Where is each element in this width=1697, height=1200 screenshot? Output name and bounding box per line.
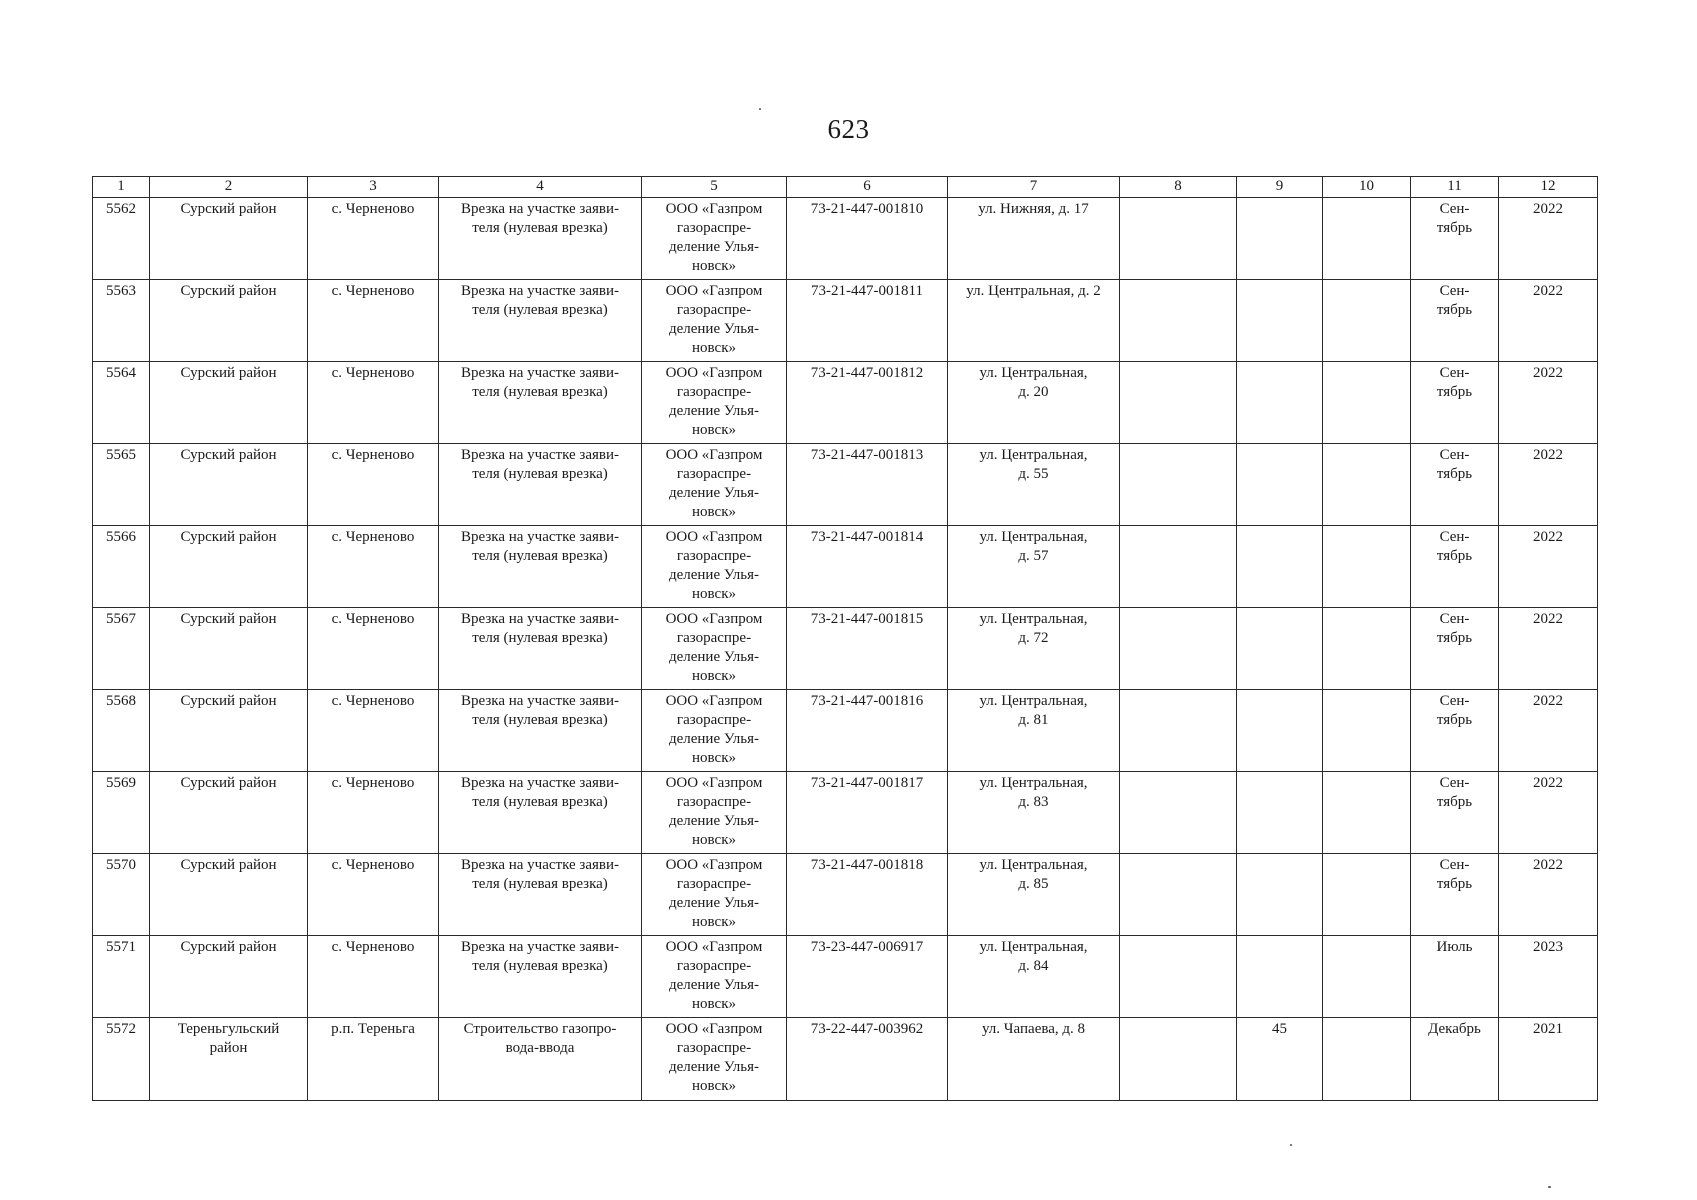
column-header: 2 [150,177,308,198]
row-number: 5569 [93,772,150,854]
address-cell: ул. Центральная, д. 72 [948,608,1120,690]
table-row [93,608,1598,690]
year-cell: 2022 [1499,362,1598,444]
row-number: 5568 [93,690,150,772]
settlement-cell: с. Черненово [308,526,439,608]
column-header: 12 [1499,177,1598,198]
settlement-cell: с. Черненово [308,280,439,362]
district-cell: Сурский район [150,690,308,772]
register-table [92,176,1598,1101]
table-row [93,198,1598,280]
month-cell: Сен- тябрь [1411,280,1499,362]
year-cell: 2023 [1499,936,1598,1018]
work-type-cell: Врезка на участке заяви- теля (нулевая врезка) [439,772,642,854]
month-cell: Сен- тябрь [1411,854,1499,936]
work-type-cell: Врезка на участке заяви- теля (нулевая врезка) [439,936,642,1018]
col10-cell [1323,198,1411,280]
work-type-cell: Врезка на участке заяви- теля (нулевая врезка) [439,362,642,444]
column-header: 10 [1323,177,1411,198]
work-type-cell: Врезка на участке заяви- теля (нулевая врезка) [439,280,642,362]
organization-cell: ООО «Газпром газораспре- деление Улья- новск» [642,444,787,526]
address-cell: ул. Центральная, д. 55 [948,444,1120,526]
month-cell: Сен- тябрь [1411,198,1499,280]
object-code-cell: 73-23-447-006917 [787,936,948,1018]
table-body [93,198,1598,1101]
col9-cell [1237,362,1323,444]
organization-cell: ООО «Газпром газораспре- деление Улья- новск» [642,690,787,772]
settlement-cell: с. Черненово [308,854,439,936]
table-row [93,854,1598,936]
organization-cell: ООО «Газпром газораспре- деление Улья- новск» [642,198,787,280]
organization-cell: ООО «Газпром газораспре- деление Улья- новск» [642,362,787,444]
year-cell: 2022 [1499,854,1598,936]
col8-cell [1120,526,1237,608]
year-cell: 2022 [1499,608,1598,690]
row-number: 5566 [93,526,150,608]
settlement-cell: с. Черненово [308,198,439,280]
column-header: 3 [308,177,439,198]
district-cell: Сурский район [150,854,308,936]
address-cell: ул. Центральная, д. 20 [948,362,1120,444]
col9-cell [1237,280,1323,362]
address-cell: ул. Чапаева, д. 8 [948,1018,1120,1101]
table-row [93,444,1598,526]
table-row [93,772,1598,854]
col10-cell [1323,362,1411,444]
col8-cell [1120,362,1237,444]
settlement-cell: с. Черненово [308,936,439,1018]
month-cell: Июль [1411,936,1499,1018]
table-row [93,690,1598,772]
scan-speck [1548,1186,1551,1188]
col10-cell [1323,1018,1411,1101]
settlement-cell: р.п. Тереньга [308,1018,439,1101]
address-cell: ул. Центральная, д. 81 [948,690,1120,772]
table-row [93,1018,1598,1101]
work-type-cell: Строительство газопро- вода-ввода [439,1018,642,1101]
address-cell: ул. Центральная, д. 84 [948,936,1120,1018]
organization-cell: ООО «Газпром газораспре- деление Улья- новск» [642,280,787,362]
district-cell: Сурский район [150,362,308,444]
col8-cell [1120,854,1237,936]
work-type-cell: Врезка на участке заяви- теля (нулевая врезка) [439,444,642,526]
row-number: 5563 [93,280,150,362]
object-code-cell: 73-21-447-001817 [787,772,948,854]
district-cell: Сурский район [150,198,308,280]
col9-cell [1237,444,1323,526]
col10-cell [1323,772,1411,854]
column-header: 8 [1120,177,1237,198]
object-code-cell: 73-21-447-001811 [787,280,948,362]
row-number: 5571 [93,936,150,1018]
address-cell: ул. Центральная, д. 57 [948,526,1120,608]
table-row [93,362,1598,444]
column-header: 4 [439,177,642,198]
organization-cell: ООО «Газпром газораспре- деление Улья- новск» [642,1018,787,1101]
work-type-cell: Врезка на участке заяви- теля (нулевая врезка) [439,690,642,772]
object-code-cell: 73-21-447-001814 [787,526,948,608]
col9-cell [1237,198,1323,280]
district-cell: Сурский район [150,526,308,608]
object-code-cell: 73-21-447-001816 [787,690,948,772]
scan-speck [759,108,761,110]
object-code-cell: 73-22-447-003962 [787,1018,948,1101]
settlement-cell: с. Черненово [308,444,439,526]
month-cell: Сен- тябрь [1411,444,1499,526]
col10-cell [1323,936,1411,1018]
col8-cell [1120,1018,1237,1101]
organization-cell: ООО «Газпром газораспре- деление Улья- новск» [642,772,787,854]
district-cell: Сурский район [150,772,308,854]
district-cell: Сурский район [150,608,308,690]
district-cell: Тереньгульский район [150,1018,308,1101]
object-code-cell: 73-21-447-001813 [787,444,948,526]
row-number: 5562 [93,198,150,280]
col9-cell [1237,936,1323,1018]
year-cell: 2022 [1499,690,1598,772]
col8-cell [1120,608,1237,690]
col10-cell [1323,854,1411,936]
address-cell: ул. Центральная, д. 85 [948,854,1120,936]
column-header: 6 [787,177,948,198]
col8-cell [1120,772,1237,854]
year-cell: 2021 [1499,1018,1598,1101]
address-cell: ул. Центральная, д. 2 [948,280,1120,362]
organization-cell: ООО «Газпром газораспре- деление Улья- новск» [642,608,787,690]
object-code-cell: 73-21-447-001815 [787,608,948,690]
table-row [93,526,1598,608]
work-type-cell: Врезка на участке заяви- теля (нулевая врезка) [439,608,642,690]
district-cell: Сурский район [150,444,308,526]
col8-cell [1120,280,1237,362]
col10-cell [1323,444,1411,526]
work-type-cell: Врезка на участке заяви- теля (нулевая врезка) [439,526,642,608]
page-number: 623 [827,114,870,144]
header-row [93,177,1598,198]
col9-cell [1237,690,1323,772]
settlement-cell: с. Черненово [308,362,439,444]
object-code-cell: 73-21-447-001818 [787,854,948,936]
year-cell: 2022 [1499,526,1598,608]
year-cell: 2022 [1499,444,1598,526]
district-cell: Сурский район [150,280,308,362]
object-code-cell: 73-21-447-001812 [787,362,948,444]
col10-cell [1323,526,1411,608]
organization-cell: ООО «Газпром газораспре- деление Улья- новск» [642,936,787,1018]
col8-cell [1120,690,1237,772]
object-code-cell: 73-21-447-001810 [787,198,948,280]
organization-cell: ООО «Газпром газораспре- деление Улья- новск» [642,526,787,608]
row-number: 5565 [93,444,150,526]
year-cell: 2022 [1499,280,1598,362]
month-cell: Сен- тябрь [1411,526,1499,608]
col10-cell [1323,690,1411,772]
col8-cell [1120,936,1237,1018]
address-cell: ул. Центральная, д. 83 [948,772,1120,854]
column-header: 1 [93,177,150,198]
col9-cell [1237,772,1323,854]
col9-cell [1237,854,1323,936]
column-header: 9 [1237,177,1323,198]
table-row [93,280,1598,362]
year-cell: 2022 [1499,198,1598,280]
month-cell: Сен- тябрь [1411,362,1499,444]
settlement-cell: с. Черненово [308,690,439,772]
col10-cell [1323,280,1411,362]
work-type-cell: Врезка на участке заяви- теля (нулевая врезка) [439,854,642,936]
organization-cell: ООО «Газпром газораспре- деление Улья- новск» [642,854,787,936]
year-cell: 2022 [1499,772,1598,854]
month-cell: Сен- тябрь [1411,690,1499,772]
col9-cell [1237,608,1323,690]
col9-cell [1237,526,1323,608]
district-cell: Сурский район [150,936,308,1018]
settlement-cell: с. Черненово [308,772,439,854]
row-number: 5564 [93,362,150,444]
month-cell: Декабрь [1411,1018,1499,1101]
row-number: 5567 [93,608,150,690]
col8-cell [1120,198,1237,280]
month-cell: Сен- тябрь [1411,608,1499,690]
column-header: 7 [948,177,1120,198]
row-number: 5572 [93,1018,150,1101]
settlement-cell: с. Черненово [308,608,439,690]
col10-cell [1323,608,1411,690]
table-header [93,177,1598,198]
table-row [93,936,1598,1018]
row-number: 5570 [93,854,150,936]
col8-cell [1120,444,1237,526]
col9-cell: 45 [1237,1018,1323,1101]
month-cell: Сен- тябрь [1411,772,1499,854]
address-cell: ул. Нижняя, д. 17 [948,198,1120,280]
column-header: 11 [1411,177,1499,198]
work-type-cell: Врезка на участке заяви- теля (нулевая врезка) [439,198,642,280]
scan-speck [1290,1144,1292,1146]
column-header: 5 [642,177,787,198]
